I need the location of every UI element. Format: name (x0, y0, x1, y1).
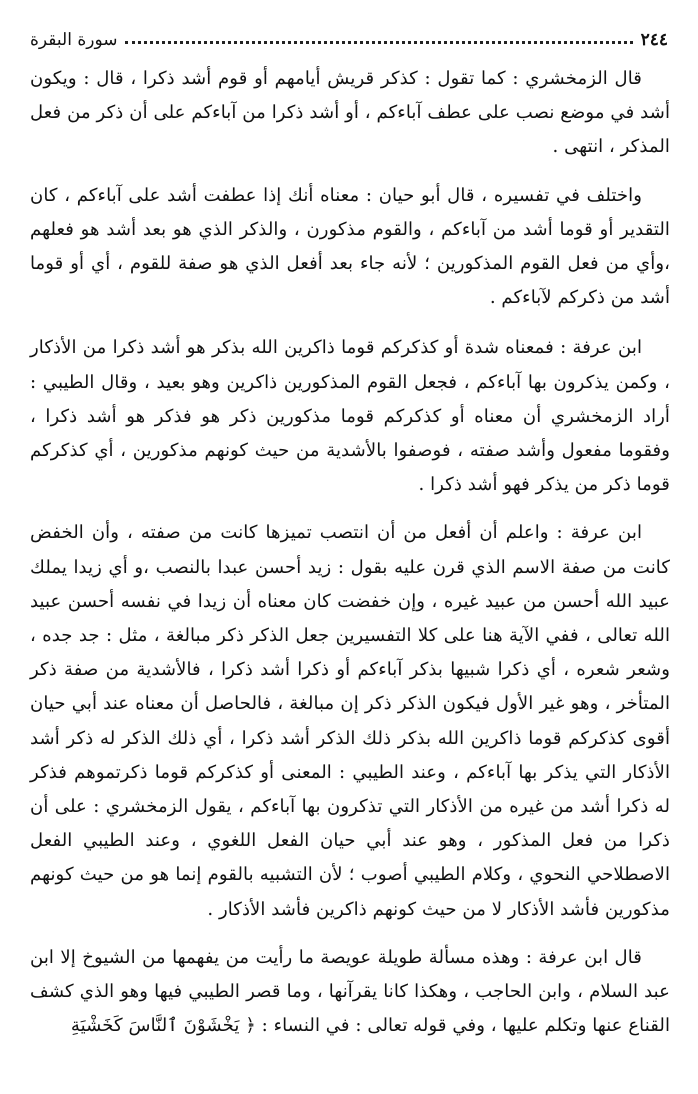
page-number: ٢٤٤ (640, 30, 668, 50)
paragraph: واختلف في تفسيره ، قال أبو حيان : معناه أنك إذا عطفت أشد على آباءكم ، كان التقدير أو قوما أشد من آباءكم ، والقوم مذكورن ، والذكر الذي هو بعد أشد هو فعلهم ،وأي من فعل القوم المذكورين ؛ لأنه جاء بعد أفعل الذي هو صفة للقوم ، أي أو قوما أشد من ذكركم لآباءكم . (30, 184, 670, 309)
body-text (30, 62, 670, 1057)
paragraph: قال ابن عرفة : وهذه مسألة طويلة عويصة ما رأيت من يفهمها من الشيوخ إلا ابن عبد السلام ، وابن الحاجب ، وهكذا كانا يقرآنها ، وما قصر الطيبي فيها وهو الذي كشف القناع عنها وتكلم عليها ، وفي قوله تعالى : في النساء : ﴿ يَخْشَوْنَ ٱلنَّاسَ كَخَشْيَةِ (30, 946, 670, 1037)
paragraph: ابن عرفة : فمعناه شدة أو كذكركم قوما ذاكرين الله بذكر هو أشد ذكرا من الأذكار ، وكمن يذكرون بها آباءكم ، فجعل القوم المذكورين ذاكرين وهو بعيد ، وقال الطيبي : أراد الزمخشري أن معناه أو كذكركم قوما مذكورين ذكر هو فذكر هو أشد ذكرا ، وفقوما مفعول وأشد صفته ، فوصفوا بالأشدية من حيث كونهم مذكورين ، أي كذكركم قوما ذكر من يذكر فهو أشد ذكرا . (30, 337, 670, 496)
header-dotted-leader (125, 41, 632, 44)
surah-title: سورة البقرة (30, 30, 118, 50)
paragraph: قال الزمخشري : كما تقول : كذكر قريش أيامهم أو قوم أشد ذكرا ، قال : ويكون أشد في موضع نصب على عطف آباءكم ، أو أشد ذكرا من آباءكم على أن ذكر من فعل المذكر ، انتهى . (30, 68, 670, 158)
running-header (30, 28, 668, 52)
paragraph: ابن عرفة : واعلم أن أفعل من أن انتصب تميزها كانت من صفته ، وأن الخفض كانت من صفة الاسم الذي قرن عليه بقول : زيد أحسن عبدا بالنصب ،و أي زيدا يملك عبيد الله أحسن من عبيد غيره ، وإن خفضت كان معناه أن زيدا في نفسه أحسن عبيد الله تعالى ، ففي الآية هنا على كلا التفسيرين جعل الذكر ذكر مبالغة ، مثل : جد جده ، وشعر شعره ، أي ذكرا شبيها بذكر آباءكم أو ذكرا أشد ذكرا ، فالأشدية من صفة ذكر المتأخر ، وهو غير الأول فيكون الذكر ذكر إن مبالغة ، فالحاصل أن معناه عند أبي حيان أقوى كذكركم قوما ذاكرين الله بذكر ذلك الذكر أشد ذكرا ، أي ذلك الذكر له ذكر أشد الأذكار التي يذكر بها آباءكم ، وعند الطيبي : المعنى أو كذكركم قوما ذكرتموهم فذكر له ذكرا أشد من غيره من الأذكار التي تذكرون بها آباءكم ، يقول الزمخشري : على أن ذكرا من فعل المذكور ، وهو عند أبي حيان الفعل اللغوي ، وعند الطيبي الفعل الاصطلاحي النحوي ، وكلام الطيبي أصوب ؛ لأن التشبيه بالقوم إنما هو من حيث كونهم مذكورين فأشد الأذكار لا من حيث كونهم ذاكرين فأشد الأذكار . (30, 522, 670, 920)
